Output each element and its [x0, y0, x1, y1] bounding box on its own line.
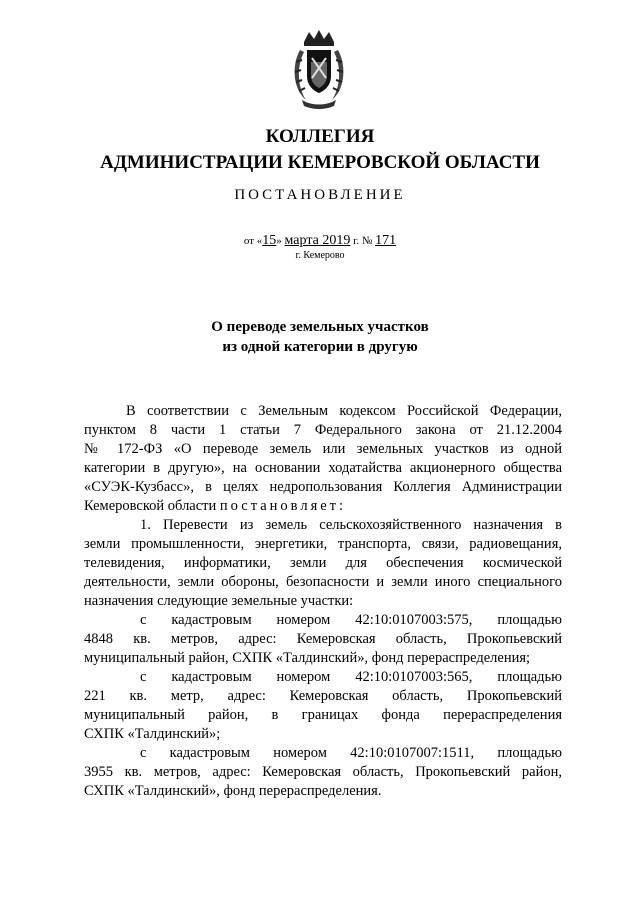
parcel1-line: муниципальный район, СХПК «Талдинский», фонд перераспределения;: [84, 650, 531, 666]
intro-line: пунктом 8 части 1 статьи 7 Федерального закона от 21.12.2004: [84, 422, 562, 438]
date-prefix: от «: [243, 235, 263, 247]
parcel2-line: СХПК «Талдинский»;: [84, 726, 221, 742]
parcel2-line: с кадастровым номером 42:10:0107003:565, площадью: [140, 669, 562, 685]
item1-line: деятельности, земли обороны, безопасности и земли иного специального: [84, 574, 562, 590]
item1-line: назначения следующие земельные участки:: [84, 593, 354, 609]
date-month-year: марта 2019: [284, 233, 351, 248]
item1-line: 1. Перевести из земель сельскохозяйственного назначения в: [140, 517, 562, 533]
intro-line: категории в другую», на основании ходатайства акционерного общества: [84, 460, 562, 476]
document-body: [84, 402, 562, 801]
parcel2-line: муниципальный район, в границах фонда перераспределения: [84, 707, 562, 723]
parcel1-line: с кадастровым номером 42:10:0107003:575, площадью: [140, 612, 562, 628]
subject-line2: из одной категории в другую: [222, 339, 418, 355]
document-type: ПОСТАНОВЛЕНИЕ: [234, 187, 406, 203]
parcel3-line: 3955 кв. метров, адрес: Кемеровская область, Прокопьевский район,: [84, 764, 562, 780]
parcel1-line: 4848 кв. метров, адрес: Кемеровская область, Прокопьевский: [84, 631, 562, 647]
document-number: 171: [375, 233, 397, 248]
resolves-word: постановляет:: [219, 498, 347, 514]
parcel2-line: 221 кв. метр, адрес: Кемеровская область, Прокопьевский: [84, 688, 562, 704]
date-mid: »: [276, 235, 282, 247]
intro-line: «СУЭК-Кузбасс», в целях недропользования Коллегия Администрации: [84, 479, 562, 495]
intro-last-prefix: Кемеровской области: [84, 498, 220, 514]
org-title-line1: КОЛЛЕГИЯ: [265, 126, 375, 147]
number-sign: №: [361, 235, 373, 247]
intro-line: № 172-ФЗ «О переводе земель или земельных участков из одной: [84, 441, 562, 457]
date-line: [0, 233, 640, 249]
subject-line1: О переводе земельных участков: [211, 319, 429, 335]
item1-line: телевидения, информатики, земли для обеспечения космической: [84, 555, 562, 571]
coat-of-arms-emblem: [290, 28, 348, 110]
parcel3-line: СХПК «Талдинский», фонд перераспределения.: [84, 783, 382, 799]
item1-line: земли промышленности, энергетики, транспорта, связи, радиовещания,: [84, 536, 562, 552]
intro-line: В соответствии с Земельным кодексом Российской Федерации,: [126, 403, 562, 419]
org-title-line2: АДМИНИСТРАЦИИ КЕМЕРОВСКОЙ ОБЛАСТИ: [100, 152, 540, 173]
parcel3-line: с кадастровым номером 42:10:0107007:1511, площадью: [140, 745, 562, 761]
date-day: 15: [262, 233, 277, 248]
date-year-suffix: г.: [353, 235, 360, 247]
city: г. Кемерово: [295, 250, 345, 261]
intro-last-line: [84, 497, 562, 516]
